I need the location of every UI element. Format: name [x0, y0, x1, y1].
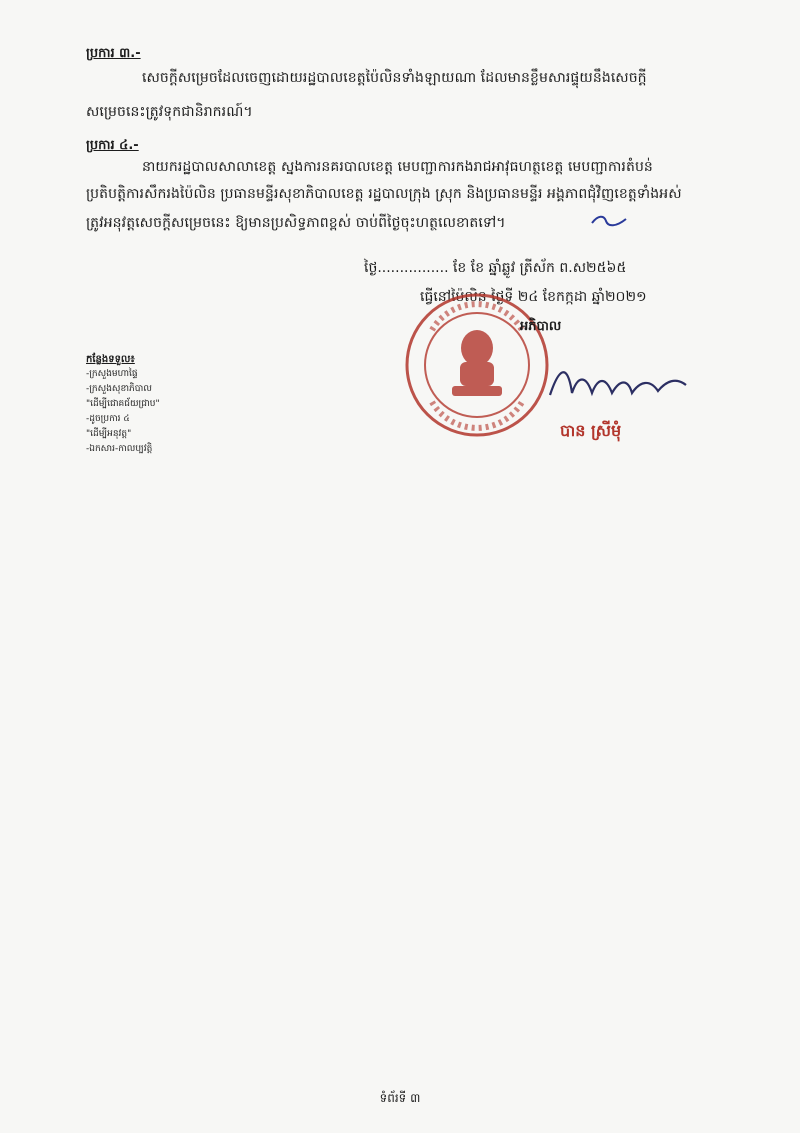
- article-4-line-3: ត្រូវអនុវត្តសេចក្ដីសម្រេចនេះ ឱ្យមានប្រសិទ្ធភាពខ្ពស់ ចាប់ពីថ្ងៃចុះហត្ថលេខាតទៅ។: [86, 215, 506, 231]
- recipient-item: -ក្រសួងសុខាភិបាល: [86, 384, 152, 394]
- handwritten-signature-icon: [540, 355, 700, 415]
- recipient-item: -ដូចប្រការ ៤: [86, 414, 130, 424]
- recipient-item: -ឯកសារ-កាលប្បវត្តិ: [86, 444, 153, 454]
- signer-name: បាន ស្រីមុំ: [560, 421, 622, 440]
- solar-date: ធ្វើនៅប៉ៃលិន ថ្ងៃទី ២៤ ខែកក្កដា ឆ្នាំ២០២១: [420, 289, 647, 305]
- recipient-item: -ក្រសួងមហាផ្ទៃ: [86, 369, 138, 379]
- article-3-heading: ប្រការ ៣.-: [86, 46, 141, 61]
- article-3-line-2: សម្រេចនេះត្រូវទុកជានិរាករណ៍។: [86, 104, 253, 120]
- recipient-item: "ដើម្បីអនុវត្ត": [86, 429, 132, 439]
- article-3-line-1: សេចក្ដីសម្រេចដែលចេញដោយរដ្ឋបាលខេត្តប៉ៃលិនទាំងឡាយណា ដែលមានខ្លឹមសារផ្ទុយនឹងសេចក្ដី: [142, 70, 647, 86]
- page-number: ទំព័រទី ៣: [379, 1091, 421, 1105]
- article-4-line-2: ប្រតិបត្តិការសឹករងប៉ៃលិន ប្រធានមន្ទីរសុខាភិបាលខេត្ត រដ្ឋបាលក្រុង ស្រុក និងប្រធានមន្ទីរ អង្គភាពជុំវិញខេត្តទាំងអស់: [86, 186, 682, 202]
- official-seal-icon: [402, 290, 552, 440]
- lunar-date: ថ្ងៃ................ ខែ ខែ ឆ្នាំឆ្លូវ ត្រីស័ក ព.ស២៥៦៥: [364, 260, 627, 276]
- on-behalf-title: អភិបាល: [520, 319, 562, 334]
- recipient-item: "ដើម្បីជោគជ័យជ្រាប": [86, 399, 160, 409]
- recipients-heading: កន្លែងទទួល៖: [86, 354, 135, 365]
- handwritten-initial-mark: [590, 211, 630, 231]
- recipients-list: [86, 352, 160, 457]
- article-4-line-1: នាយករដ្ឋបាលសាលាខេត្ត ស្នងការនគរបាលខេត្ត មេបញ្ជាការកងរាជអាវុធហត្ថខេត្ត មេបញ្ជាការតំបន់: [142, 159, 653, 175]
- article-4-heading: ប្រការ ៤.-: [86, 138, 139, 153]
